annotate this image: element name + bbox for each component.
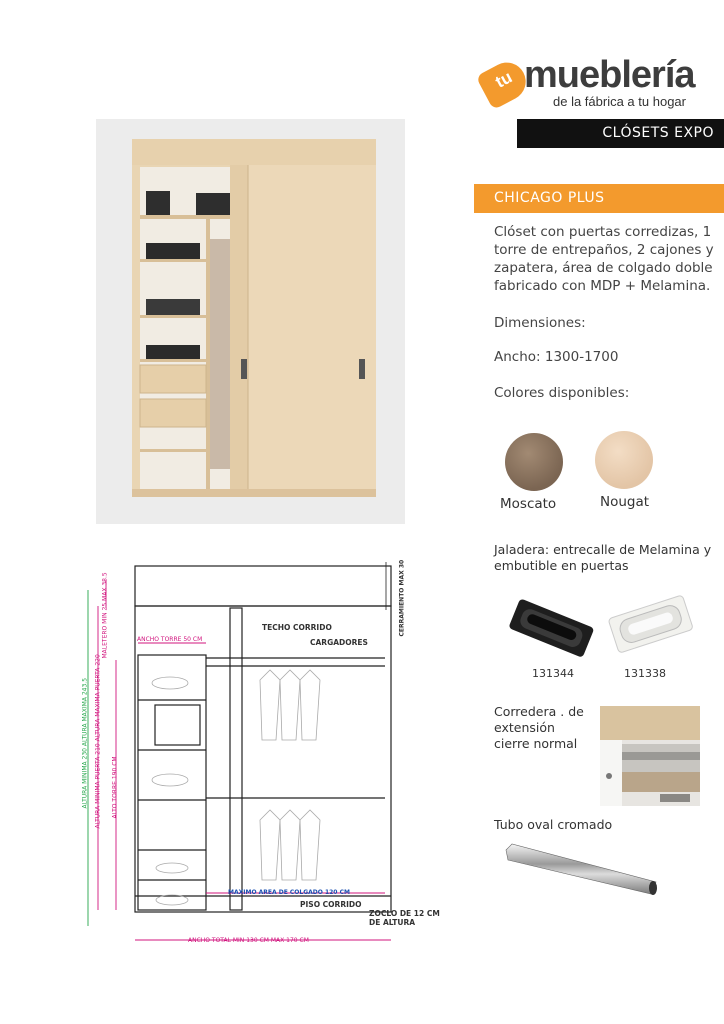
handles-label: Jaladera: entrecalle de Melamina y embutible en puertas xyxy=(494,542,712,573)
color-swatch-moscato xyxy=(505,433,563,491)
label-alto-torre: ALTO TORRE 190 CM xyxy=(111,756,119,819)
logo-wordmark: mueblería xyxy=(524,54,695,96)
label-techo: TECHO CORRIDO xyxy=(262,623,332,632)
section-title: CLÓSETS EXPO xyxy=(517,119,724,148)
handle-code-2: 131338 xyxy=(624,667,666,680)
tube-label: Tubo oval cromado xyxy=(494,817,613,832)
label-cargadores: CARGADORES xyxy=(310,638,368,647)
color-label-nougat: Nougat xyxy=(600,494,650,510)
logo-tag-text: tu xyxy=(492,67,516,92)
width-label: Ancho: 1300-1700 xyxy=(494,349,619,365)
handle-white-image xyxy=(606,594,696,656)
drawer-slide-image xyxy=(600,706,700,806)
slide-label: Corredera . de extensión cierre normal xyxy=(494,704,584,751)
closet-photo xyxy=(96,119,405,524)
label-area-colgado: MAXIMO AREA DE COLGADO 120 CM xyxy=(228,889,350,896)
color-label-moscato: Moscato xyxy=(500,496,557,512)
label-ancho-torre: ANCHO TORRE 50 CM xyxy=(137,636,203,643)
label-maletero: MALETERO MIN 25 MAX 38.5 xyxy=(101,572,109,659)
label-zoclo: ZOCLO DE 12 CM DE ALTURA xyxy=(369,909,440,927)
logo-tagline: de la fábrica a tu hogar xyxy=(553,94,686,109)
product-title: CHICAGO PLUS xyxy=(474,184,724,213)
dimensions-label: Dimensiones: xyxy=(494,315,586,331)
label-altura: ALTURA MINIMA 230 ALTURA MAXIMA 243.5 xyxy=(81,677,89,809)
label-piso: PISO CORRIDO xyxy=(300,900,362,909)
oval-tube-image xyxy=(496,838,666,898)
colors-label: Colores disponibles: xyxy=(494,385,630,401)
handle-black-image xyxy=(505,598,597,660)
handle-code-1: 131344 xyxy=(532,667,574,680)
label-altura-puerta: ALTURA MINIMA PUERTA 210 ALTURA MAXIMA PUERTA 220 xyxy=(94,654,102,829)
product-description: Clóset con puertas corredizas, 1 torre de entrepaños, 2 cajones y zapatera, área de colgado doble fabricado con MDP + Melamina. xyxy=(494,224,714,294)
color-swatch-nougat xyxy=(595,431,653,489)
label-cerramiento: CERRAMIENTO MAX 30 xyxy=(398,559,406,637)
label-ancho-total: ANCHO TOTAL MIN 130 CM MAX 170 CM xyxy=(188,937,309,944)
